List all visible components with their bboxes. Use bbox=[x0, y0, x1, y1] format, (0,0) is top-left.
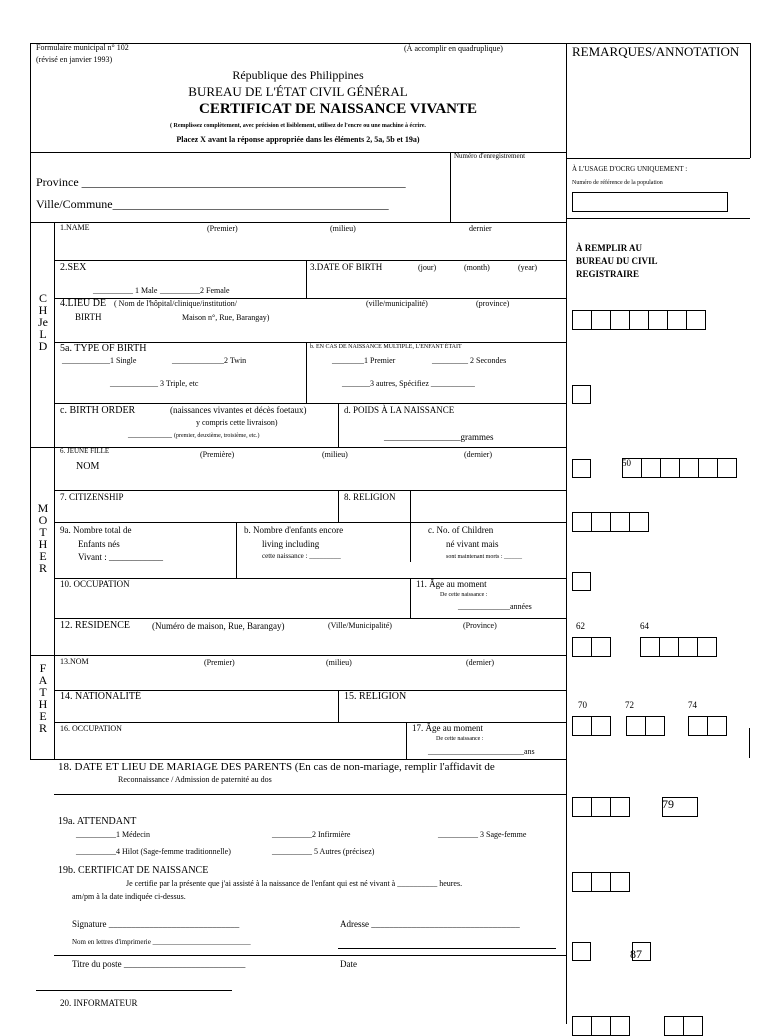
sex-female-option[interactable]: __________2 Female bbox=[160, 286, 230, 295]
children-dead-label: c. No. of Children bbox=[428, 525, 494, 535]
pob-birth-label: BIRTH bbox=[75, 312, 102, 322]
children-dead-field[interactable]: sont maintenant morts : ______ bbox=[446, 554, 522, 560]
code-boxes-certificate[interactable] bbox=[572, 872, 629, 892]
code-label-74: 74 bbox=[688, 700, 697, 710]
attendant-medecin[interactable]: __________1 Médecin bbox=[76, 830, 150, 839]
instructions-marking: Placez X avant la réponse appropriée dans les éléments 2, 5a, 5b et 19a) bbox=[176, 135, 420, 144]
code-label-50: 50 bbox=[622, 458, 631, 468]
father-occupation-label: 16. OCCUPATION bbox=[60, 724, 122, 733]
residence-city-label: (Ville/Municipalité) bbox=[328, 621, 392, 630]
child-pob-label: 4.LIEU DE bbox=[60, 298, 107, 309]
father-section-label: F A T H E R bbox=[38, 661, 48, 735]
republic-heading: République des Philippines bbox=[232, 68, 364, 82]
children-dead-label-2: né vivant mais bbox=[446, 539, 499, 549]
mother-first-label: (Première) bbox=[200, 450, 235, 459]
informant-label: 20. INFORMATEUR bbox=[60, 998, 138, 1008]
birth-type-triple[interactable]: ____________ 3 Triple, etc bbox=[110, 379, 199, 388]
certificate-label: 19b. CERTIFICAT DE NAISSANCE bbox=[58, 865, 209, 876]
code-box-79[interactable] bbox=[662, 797, 698, 817]
code-boxes-father-a[interactable] bbox=[572, 716, 610, 736]
multiple-premier[interactable]: ________1 Premier bbox=[332, 356, 396, 365]
pob-province-label: (province) bbox=[476, 299, 510, 308]
birth-order-note: (naissances vivantes et décès foetaux) bbox=[170, 405, 307, 415]
children-born-alive-label-2: Enfants nés bbox=[78, 539, 120, 549]
code-boxes-mother-name[interactable] bbox=[622, 458, 736, 478]
mother-maiden-label: 6. JEUNE FILLE bbox=[60, 447, 110, 455]
population-reference-box[interactable] bbox=[572, 192, 728, 212]
code-boxes-residence-a[interactable] bbox=[572, 637, 610, 657]
dob-month-label: (month) bbox=[464, 263, 490, 272]
father-nationality-label: 14. NATIONALITÉ bbox=[60, 691, 142, 702]
mother-age-label: 11. Âge au moment bbox=[416, 579, 487, 589]
mother-occupation-label: 10. OCCUPATION bbox=[60, 579, 130, 589]
fill-registrar-1: À REMPLIR AU bbox=[576, 243, 643, 253]
father-age-note: De cette naissance : bbox=[436, 736, 484, 742]
certificate-text: Je certifie par la présente que j'ai assisté à la naissance de l'enfant qui est né vivant à __________ heures. bbox=[126, 879, 463, 888]
father-age-label: 17. Âge au moment bbox=[412, 723, 483, 733]
code-box-birth-type[interactable] bbox=[572, 385, 591, 404]
code-box-87-a[interactable] bbox=[572, 942, 591, 961]
registration-number-label: Numéro d'enregistrement bbox=[454, 152, 526, 160]
birth-order-field[interactable]: ___________ (premier, deuxième, troisième, etc.) bbox=[128, 430, 260, 439]
code-label-70: 70 bbox=[578, 700, 587, 710]
father-middle-label: (milieu) bbox=[326, 658, 352, 667]
child-name-label: 1.NAME bbox=[60, 223, 90, 232]
code-label-64: 64 bbox=[640, 621, 649, 631]
birth-weight-field[interactable]: _________________grammes bbox=[384, 432, 494, 442]
code-boxes-father-b[interactable] bbox=[626, 716, 664, 736]
code-label-62: 62 bbox=[576, 621, 585, 631]
sex-male-option[interactable]: __________ 1 Male bbox=[93, 286, 158, 295]
signature-field[interactable]: Signature _____________________________ bbox=[72, 919, 240, 929]
children-living-label-2: living including bbox=[262, 539, 320, 549]
child-middle-label: (milieu) bbox=[330, 224, 356, 233]
code-boxes-place-of-birth[interactable] bbox=[572, 310, 705, 330]
pob-house-note: Maison n°, Rue, Barangay) bbox=[182, 313, 270, 322]
form-revision: (révisé en janvier 1993) bbox=[36, 55, 113, 64]
attendant-label: 19a. ATTENDANT bbox=[58, 816, 137, 827]
position-title-field[interactable]: Titre du poste ___________________________ bbox=[72, 959, 246, 969]
printed-name-field[interactable]: Nom en lettres d'imprimerie ____________________________ bbox=[72, 938, 251, 946]
city-field[interactable]: Ville/Commune______________________________________________ bbox=[36, 197, 389, 211]
multiple-autres[interactable]: _______3 autres, Spécifiez ___________ bbox=[342, 379, 475, 388]
form-number: Formulaire municipal n° 102 bbox=[36, 43, 129, 52]
mother-age-field[interactable]: _____________années bbox=[458, 602, 532, 611]
father-first-label: (Premier) bbox=[204, 658, 235, 667]
mother-middle-label: (milieu) bbox=[322, 450, 348, 459]
birth-order-label: c. BIRTH ORDER bbox=[60, 405, 136, 416]
code-label-79: 79 bbox=[662, 797, 674, 811]
child-section-label: C H Je L D bbox=[38, 291, 48, 353]
ocrg-use-only: À L'USAGE D'OCRG UNIQUEMENT : bbox=[572, 165, 688, 173]
mother-last-label: (dernier) bbox=[464, 450, 492, 459]
residence-label: 12. RESIDENCE bbox=[60, 620, 130, 631]
code-boxes-father-c[interactable] bbox=[688, 716, 726, 736]
code-boxes-attendant[interactable] bbox=[572, 797, 629, 817]
father-name-label: 13.NOM bbox=[60, 657, 89, 666]
copies-note: (À accomplir en quadruplique) bbox=[404, 44, 503, 53]
pob-city-label: (ville/municipalité) bbox=[366, 299, 428, 308]
child-first-label: (Premier) bbox=[207, 224, 238, 233]
province-field[interactable]: Province ______________________________________________________ bbox=[36, 175, 406, 189]
children-born-alive-label: 9a. Nombre total de bbox=[60, 525, 132, 535]
code-label-72: 72 bbox=[625, 700, 634, 710]
father-religion-label: 15. RELIGION bbox=[344, 691, 407, 702]
fill-registrar-2: BUREAU DU CIVIL bbox=[576, 256, 658, 266]
remarks-heading: REMARQUES/ANNOTATION bbox=[572, 44, 740, 59]
child-sex-label: 2.SEX bbox=[60, 262, 87, 273]
mother-religion-label: 8. RELIGION bbox=[344, 492, 396, 502]
code-boxes-citizenship[interactable] bbox=[572, 512, 648, 532]
attendant-autres[interactable]: __________ 5 Autres (précisez) bbox=[272, 847, 375, 856]
children-born-alive-field[interactable]: Vivant : ____________ bbox=[78, 552, 163, 562]
father-age-field[interactable]: ________________________ans bbox=[428, 747, 535, 756]
father-last-label: (dernier) bbox=[466, 658, 494, 667]
attendant-hilot[interactable]: __________4 Hilot (Sage-femme traditionnelle) bbox=[76, 847, 231, 856]
code-box-mother-name[interactable] bbox=[572, 459, 591, 478]
birth-type-single[interactable]: ____________1 Single bbox=[62, 356, 137, 365]
fill-registrar-3: REGISTRAIRE bbox=[576, 269, 640, 279]
residence-house-label: (Numéro de maison, Rue, Barangay) bbox=[152, 621, 285, 631]
child-dob-label: 3.DATE OF BIRTH bbox=[310, 262, 383, 272]
attendant-infirmiere[interactable]: __________2 Infirmière bbox=[272, 830, 351, 839]
mother-age-note: De cette naissance : bbox=[440, 592, 488, 598]
instructions: ( Remplissez complètement, avec précision et lisiblement, utilisez de l'encre ou une machine à écrire. bbox=[170, 123, 426, 129]
attendant-sage-femme[interactable]: __________ 3 Sage-femme bbox=[438, 830, 527, 839]
multiple-seconde[interactable]: _________ 2 Secondes bbox=[432, 356, 507, 365]
birth-type-label: 5a. TYPE OF BIRTH bbox=[60, 343, 147, 354]
birth-weight-label: d. POIDS À LA NAISSANCE bbox=[344, 405, 455, 415]
code-box-87[interactable] bbox=[632, 942, 651, 961]
pob-hospital-note: ( Nom de l'hôpital/clinique/institution/ bbox=[114, 299, 237, 308]
residence-province-label: (Province) bbox=[463, 621, 497, 630]
population-reference-label: Numéro de référence de la population bbox=[572, 180, 663, 186]
birth-order-note-2: y compris cette livraison) bbox=[196, 418, 278, 427]
children-living-field[interactable]: cette naissance : _________ bbox=[262, 552, 341, 560]
marriage-label: 18. DATE ET LIEU DE MARIAGE DES PARENTS (En cas de non-mariage, remplir l'affidavit de bbox=[58, 761, 495, 773]
child-last-label: dernier bbox=[469, 224, 492, 233]
date-field: Date bbox=[340, 959, 357, 969]
code-boxes-informant-a[interactable] bbox=[572, 1016, 629, 1036]
dob-day-label: (jour) bbox=[418, 263, 437, 272]
mother-nom-label: NOM bbox=[76, 461, 100, 472]
certificate-text-2: am/pm à la date indiquée ci-dessus. bbox=[72, 892, 186, 901]
dob-year-label: (year) bbox=[518, 263, 538, 272]
bureau-heading: BUREAU DE L'ÉTAT CIVIL GÉNÉRAL bbox=[188, 84, 408, 99]
mother-citizenship-label: 7. CITIZENSHIP bbox=[60, 492, 124, 502]
certificate-title: CERTIFICAT DE NAISSANCE VIVANTE bbox=[198, 101, 478, 117]
code-boxes-informant-b[interactable] bbox=[664, 1016, 702, 1036]
children-living-label: b. Nombre d'enfants encore bbox=[244, 525, 344, 535]
birth-type-twin[interactable]: _____________2 Twin bbox=[172, 356, 247, 365]
multiple-birth-label: b. EN CAS DE NAISSANCE MULTIPLE, L'ENFANT ÉTAIT bbox=[310, 344, 462, 350]
code-boxes-residence-b[interactable] bbox=[640, 637, 716, 657]
mother-section-label: M O T H E R bbox=[37, 501, 49, 575]
code-label-87: 87 bbox=[630, 947, 642, 961]
marriage-sub: Reconnaissance / Admission de paternité au dos bbox=[118, 775, 272, 784]
address-field[interactable]: Adresse _________________________________ bbox=[340, 919, 520, 929]
code-box-occupation[interactable] bbox=[572, 572, 591, 591]
